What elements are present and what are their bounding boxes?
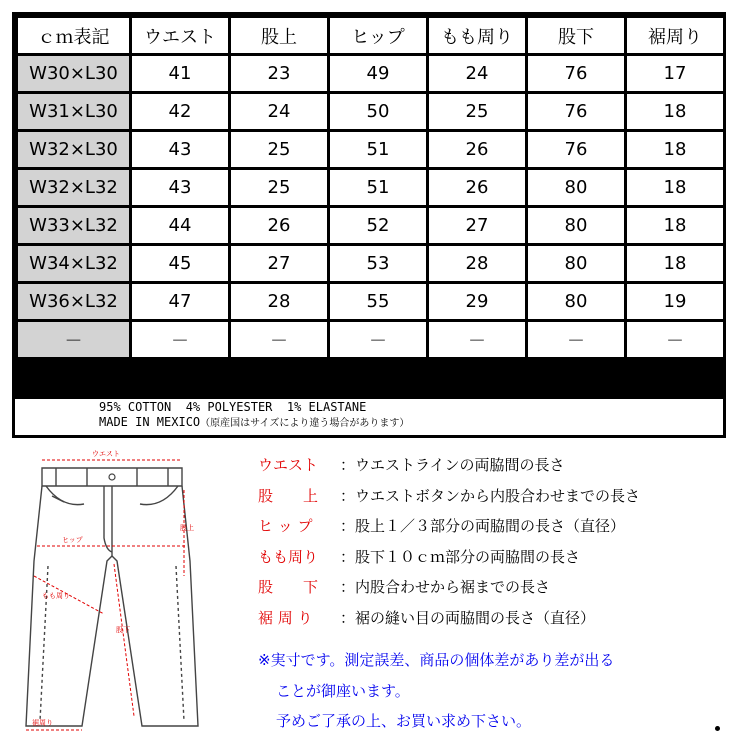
measurement-cell: 18 (626, 207, 725, 245)
measurement-cell: 28 (428, 245, 527, 283)
legend-row-hip (258, 511, 738, 542)
diagram-label-inseam: 股下 (116, 626, 130, 634)
measurement-cell: 76 (527, 55, 626, 93)
legend-desc: ：股下１０ｃｍ部分の両脇間の長さ (340, 547, 581, 566)
measurement-cell: 18 (626, 169, 725, 207)
header-thigh: もも周り (428, 17, 527, 55)
notice-line-3: 予めご了承の上、お買い求め下さい。 (276, 712, 532, 730)
size-label-cell: W32×L32 (17, 169, 131, 207)
measurement-cell: 55 (329, 283, 428, 321)
legend-desc: ：ウエストラインの両脇間の長さ (340, 456, 565, 474)
measurement-cell: 43 (131, 169, 230, 207)
size-label-cell: W36×L32 (17, 283, 131, 321)
legend-term: 股 上 (258, 486, 319, 505)
notice-line-1: ※実寸です。測定誤差、商品の個体差があり差が出る (258, 651, 615, 669)
measurement-cell: 27 (230, 245, 329, 283)
measurement-cell: 49 (329, 55, 428, 93)
size-label-cell: W32×L30 (17, 131, 131, 169)
measurement-cell: 51 (329, 131, 428, 169)
measurement-cell: 18 (626, 93, 725, 131)
legend-term: 股 下 (258, 578, 319, 596)
measurement-cell: 80 (527, 169, 626, 207)
table-row (17, 55, 725, 93)
diagram-label-waist: ウエスト (92, 450, 120, 458)
composition-text: 95% COTTON 4% POLYESTER 1% ELASTANE (99, 400, 367, 414)
diagram-label-thigh: もも周り (42, 592, 70, 600)
measurement-cell: 17 (626, 55, 725, 93)
measurement-cell: 24 (230, 93, 329, 131)
header-hip: ヒップ (329, 17, 428, 55)
measurement-cell: 45 (131, 245, 230, 283)
measurement-cell: 50 (329, 93, 428, 131)
measurement-notice (258, 645, 738, 737)
measurement-cell: 26 (428, 131, 527, 169)
header-rise: 股上 (230, 17, 329, 55)
measurement-cell: 23 (230, 55, 329, 93)
measurement-cell: 43 (131, 131, 230, 169)
measurement-cell: 18 (626, 245, 725, 283)
measurement-cell: 25 (230, 169, 329, 207)
measurement-cell: － (428, 321, 527, 359)
measurement-cell: 26 (230, 207, 329, 245)
measurement-cell: 18 (626, 131, 725, 169)
table-row (17, 321, 725, 359)
legend-term: ウエスト (258, 456, 319, 474)
measurement-cell: 24 (428, 55, 527, 93)
measurement-cell: － (626, 321, 725, 359)
notice-line-2: ことが御座います。 (276, 681, 410, 700)
table-row (17, 283, 725, 321)
size-table (15, 15, 726, 360)
measurement-cell: 26 (428, 169, 527, 207)
table-row (17, 93, 725, 131)
measurement-cell: 29 (428, 283, 527, 321)
size-label-cell: W30×L30 (17, 55, 131, 93)
origin-text: MADE IN MEXICO (99, 415, 201, 429)
measurement-cell: 19 (626, 283, 725, 321)
size-label-cell: W34×L32 (17, 245, 131, 283)
measurement-cell: － (131, 321, 230, 359)
table-row (17, 169, 725, 207)
legend-row-waist (258, 450, 738, 481)
legend-row-hem (258, 603, 738, 634)
measurement-cell: 28 (230, 283, 329, 321)
legend-term: もも周り (258, 547, 319, 566)
header-inseam: 股下 (527, 17, 626, 55)
legend-row-inseam (258, 572, 738, 603)
measurement-cell: 47 (131, 283, 230, 321)
measurement-legend (258, 450, 738, 633)
measurement-cell: 25 (230, 131, 329, 169)
legend-desc: ：裾の縫い目の両脇間の長さ（直径） (340, 608, 596, 627)
size-label-cell: － (17, 321, 131, 359)
legend-desc: ：ウエストボタンから内股合わせまでの長さ (340, 486, 641, 505)
table-row (17, 207, 725, 245)
measurement-cell: 25 (428, 93, 527, 131)
measurement-cell: 44 (131, 207, 230, 245)
measurement-cell: 80 (527, 283, 626, 321)
legend-row-thigh (258, 542, 738, 573)
measurement-cell: 76 (527, 131, 626, 169)
measurement-cell: － (527, 321, 626, 359)
origin-sub-text: （原産国はサイズにより違う場合があります） (200, 418, 410, 429)
header-hem: 裾周り (626, 17, 725, 55)
measurement-cell: 27 (428, 207, 527, 245)
measurement-cell: 80 (527, 207, 626, 245)
button-icon (109, 474, 115, 480)
material-note (15, 396, 723, 435)
size-label-cell: W31×L30 (17, 93, 131, 131)
table-row (17, 131, 725, 169)
measurement-cell: － (230, 321, 329, 359)
legend-term: 裾 周 り (258, 608, 313, 627)
legend-desc: ：内股合わせから裾までの長さ (340, 578, 551, 596)
measurement-cell: 52 (329, 207, 428, 245)
measurement-cell: 51 (329, 169, 428, 207)
measurement-cell: 76 (527, 93, 626, 131)
table-row (17, 245, 725, 283)
legend-row-rise (258, 481, 738, 512)
measurement-cell: － (329, 321, 428, 359)
header-size-notation: ｃｍ表記 (17, 17, 131, 55)
diagram-label-rise: 股上 (180, 524, 194, 532)
measurement-cell: 41 (131, 55, 230, 93)
measurement-cell: 42 (131, 93, 230, 131)
bullet-dot (715, 726, 720, 731)
size-label-cell: W33×L32 (17, 207, 131, 245)
table-header-row (17, 17, 725, 55)
diagram-label-hip: ヒップ (62, 536, 83, 544)
measurement-cell: 80 (527, 245, 626, 283)
origin-line (99, 415, 723, 431)
jeans-measurement-diagram (12, 446, 212, 736)
measurement-cell: 53 (329, 245, 428, 283)
header-waist: ウエスト (131, 17, 230, 55)
legend-desc: ：股上１／３部分の両脇間の長さ（直径） (340, 517, 626, 535)
legend-term: ヒ ッ プ (258, 517, 313, 535)
diagram-label-hem: 裾周り (32, 719, 53, 727)
